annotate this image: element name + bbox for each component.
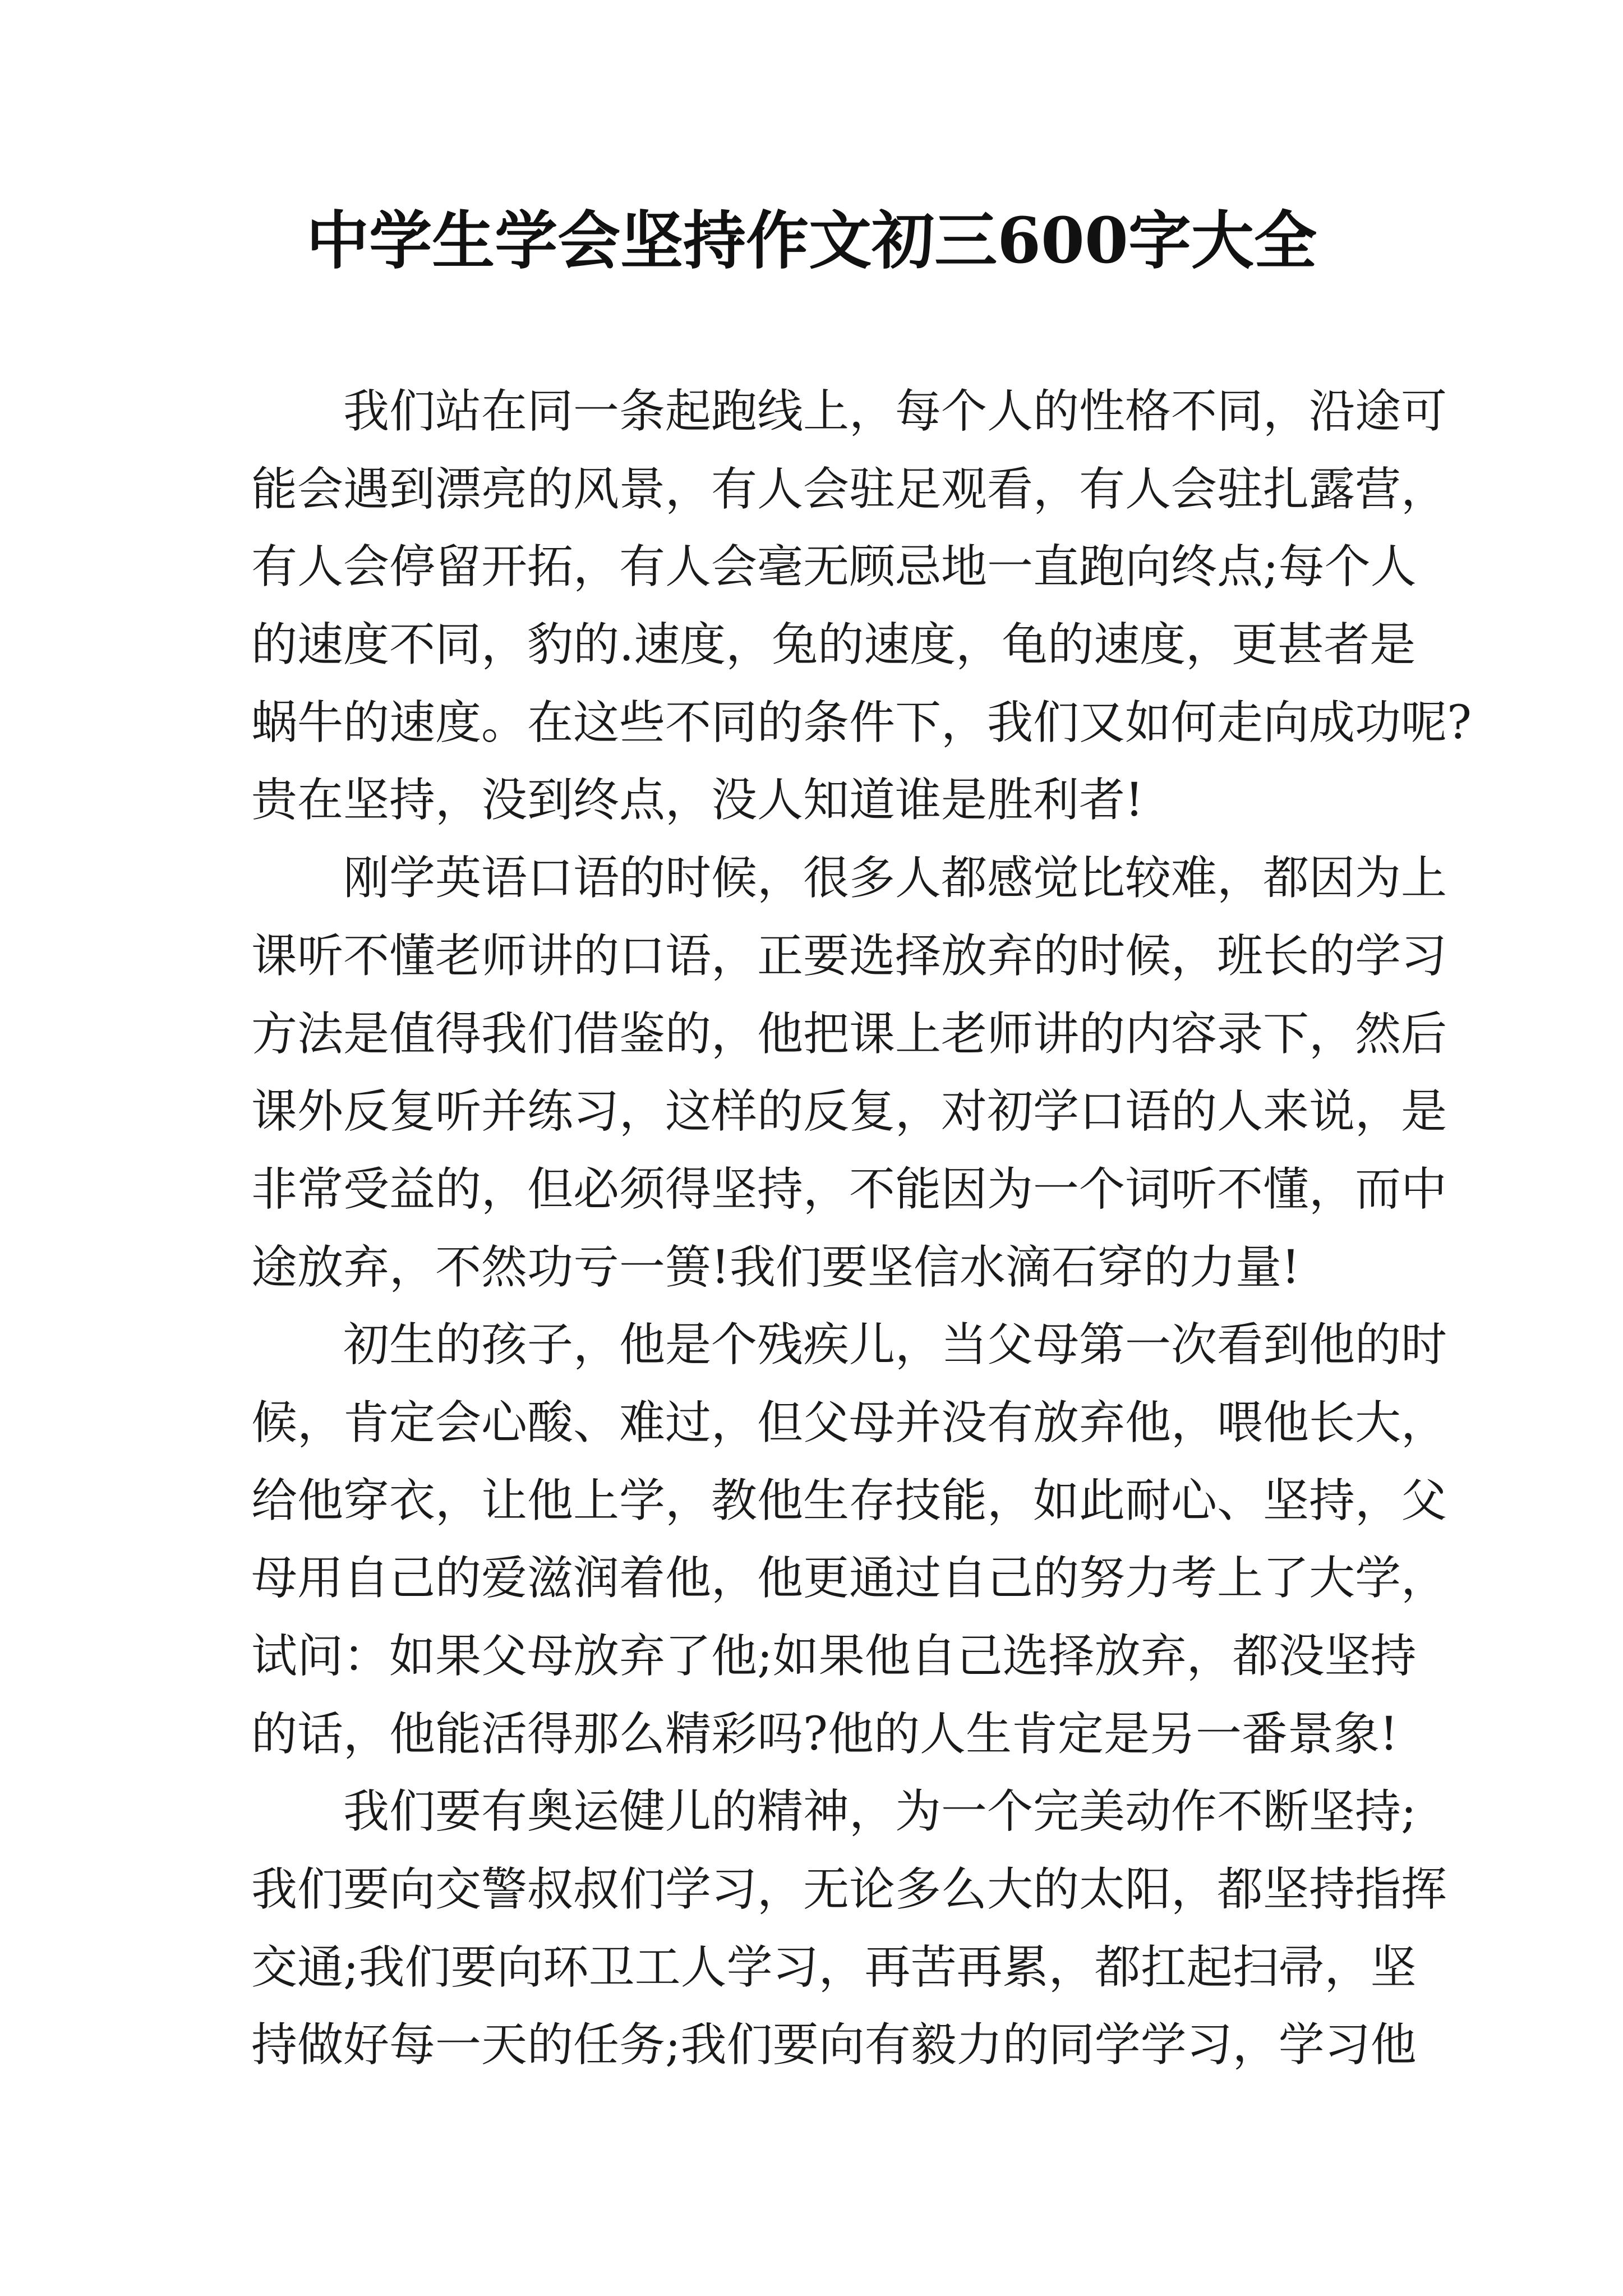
text-line: 母用自己的爱滋润着他，他更通过自己的努力考上了大学，	[251, 1552, 1447, 1605]
text-line: 能会遇到漂亮的风景，有人会驻足观看，有人会驻扎露营，	[251, 462, 1447, 516]
text-line: 持做好每一天的任务;我们要向有毅力的同学学习，学习他	[251, 2018, 1417, 2072]
text-line: 非常受益的，但必须得坚持，不能因为一个词听不懂，而中	[251, 1162, 1447, 1216]
text-line: 给他穿衣，让他上学，教他生存技能，如此耐心、坚持，父	[251, 1474, 1447, 1527]
paragraph	[251, 1306, 1447, 1773]
text-line: 途放弃，不然功亏一篑!我们要坚信水滴石穿的力量!	[251, 1240, 1300, 1294]
document-title: 中学生学会坚持作文初三600字大全	[306, 204, 1317, 278]
paragraph	[251, 373, 1472, 840]
text-line: 交通;我们要向环卫工人学习，再苦再累，都扛起扫帚，坚	[251, 1940, 1417, 1994]
text-line: 我们要向交警叔叔们学习，无论多么大的太阳，都坚持指挥	[251, 1863, 1447, 1917]
text-line: 的速度不同，豹的.速度，兔的速度，龟的速度，更甚者是	[251, 618, 1416, 672]
text-line: 刚学英语口语的时候，很多人都感觉比较难，都因为上	[343, 852, 1447, 905]
text-line: 我们要有奥运健儿的精神，为一个完美动作不断坚持;	[343, 1785, 1417, 1839]
text-line: 课外反复听并练习，这样的反复，对初学口语的人来说，是	[251, 1085, 1447, 1139]
paragraph	[251, 1773, 1447, 2085]
text-line: 课听不懂老师讲的口语，正要选择放弃的时候，班长的学习	[251, 929, 1447, 983]
text-line: 贵在坚持，没到终点，没人知道谁是胜利者!	[251, 774, 1144, 827]
paragraph	[251, 840, 1447, 1306]
text-line: 初生的孩子，他是个残疾儿，当父母第一次看到他的时	[343, 1318, 1447, 1372]
text-line: 方法是值得我们借鉴的，他把课上老师讲的内容录下，然后	[251, 1007, 1447, 1061]
document-body	[251, 373, 1472, 2085]
text-line: 蜗牛的速度。在这些不同的条件下，我们又如何走向成功呢?	[251, 696, 1472, 749]
text-line: 有人会停留开拓，有人会毫无顾忌地一直跑向终点;每个人	[251, 540, 1417, 594]
text-line: 候，肯定会心酸、难过，但父母并没有放弃他，喂他长大，	[251, 1396, 1447, 1450]
text-line: 我们站在同一条起跑线上，每个人的性格不同，沿途可	[343, 385, 1447, 438]
text-line: 试问：如果父母放弃了他;如果他自己选择放弃，都没坚持	[251, 1630, 1417, 1683]
text-line: 的话，他能活得那么精彩吗?他的人生肯定是另一番景象!	[251, 1707, 1398, 1761]
